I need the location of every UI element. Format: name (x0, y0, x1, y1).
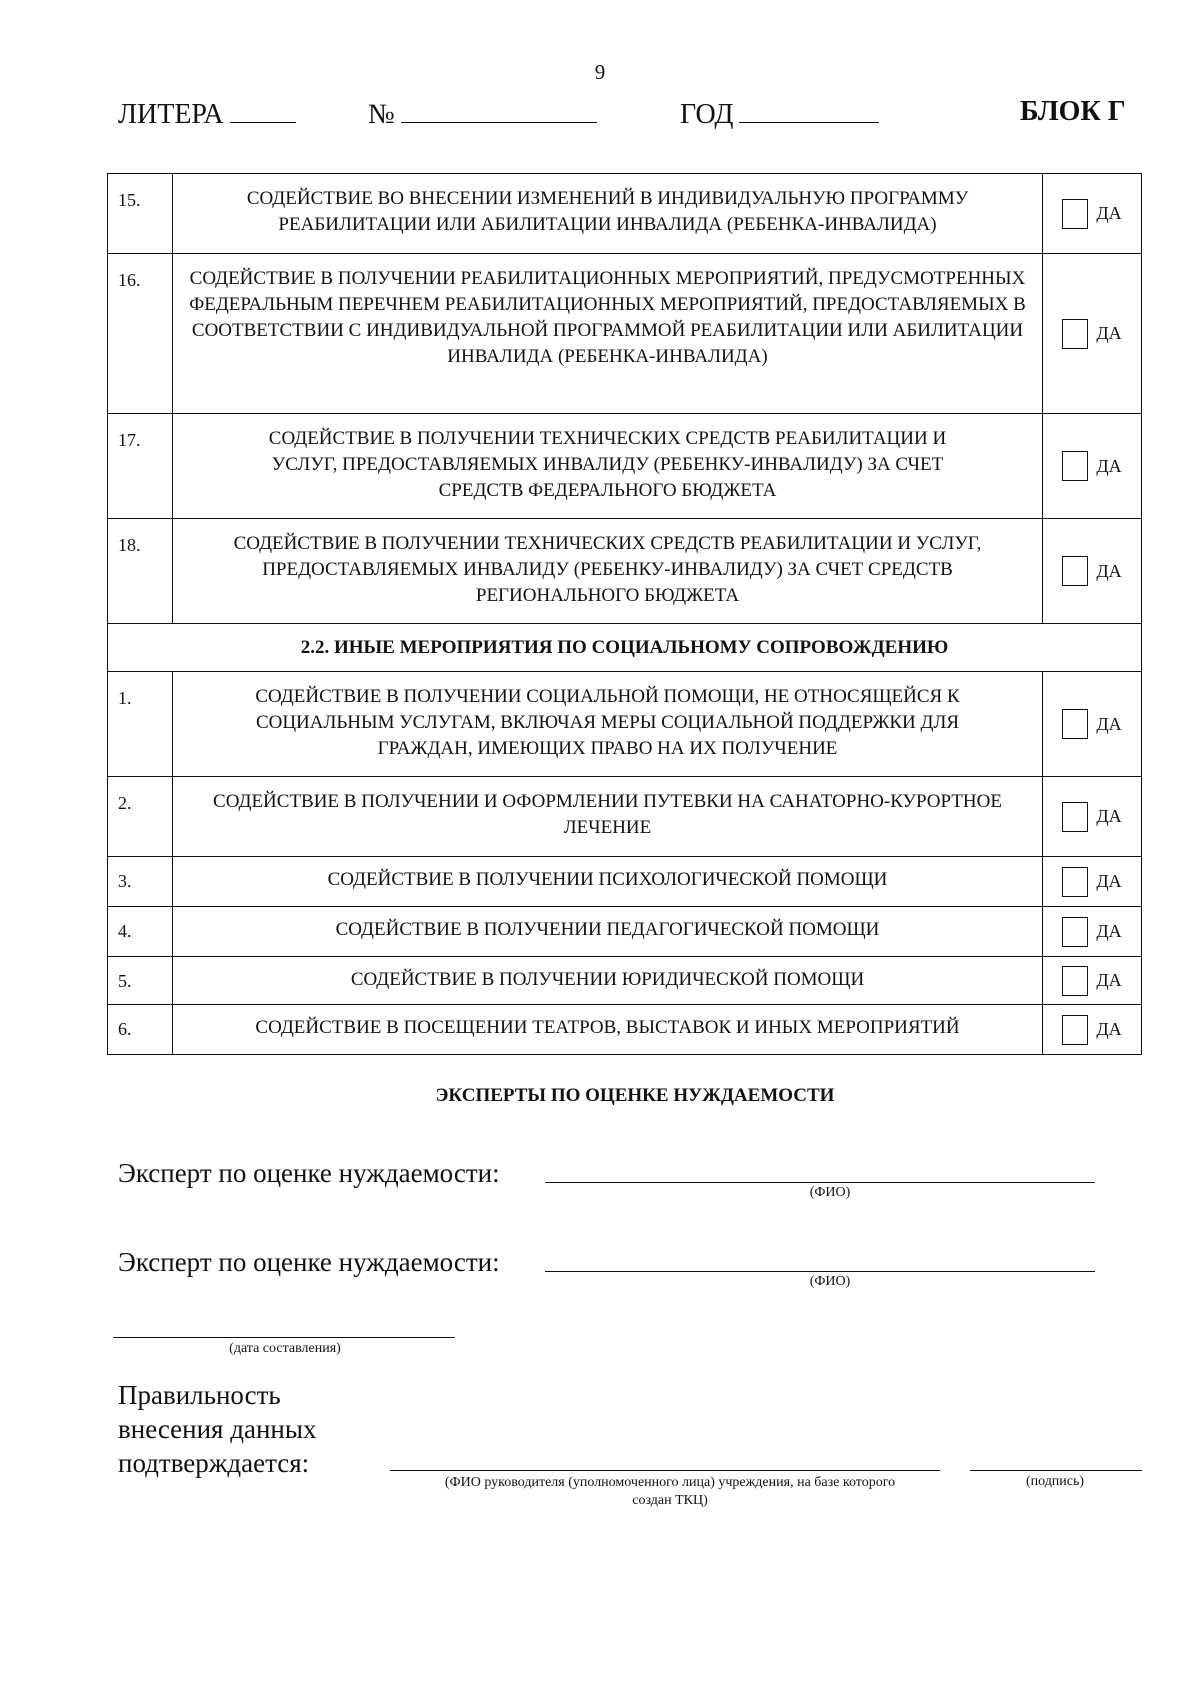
row-number: 4. (108, 907, 173, 957)
row-number: 3. (108, 857, 173, 907)
row-number: 15. (108, 174, 173, 254)
signature-line[interactable] (970, 1470, 1142, 1471)
table-row (108, 857, 1142, 907)
row-checkbox-cell (1043, 907, 1142, 957)
expert-label-2: Эксперт по оценке нуждаемости: (118, 1247, 500, 1277)
row-checkbox-cell (1043, 957, 1142, 1005)
year-input-line[interactable] (739, 96, 879, 123)
checkbox-label: ДА (1096, 713, 1122, 734)
row-text: СОДЕЙСТВИЕ ВО ВНЕСЕНИИ ИЗМЕНЕНИЙ В ИНДИВИДУАЛЬНУЮ ПРОГРАММУ РЕАБИЛИТАЦИИ ИЛИ АБИЛИТАЦИИ ИНВАЛИДА (РЕБЕНКА-ИНВАЛИДА) (173, 174, 1043, 254)
row-number: 6. (108, 1005, 173, 1055)
date-caption: (дата составления) (229, 1341, 341, 1356)
year-label: ГОД (680, 99, 734, 130)
row-text: СОДЕЙСТВИЕ В ПОЛУЧЕНИИ ПЕДАГОГИЧЕСКОЙ ПОМОЩИ (173, 907, 1043, 957)
block-label: БЛОК Г (1020, 96, 1126, 127)
row-number: 18. (108, 519, 173, 624)
row-text: СОДЕЙСТВИЕ В ПОЛУЧЕНИИ ПСИХОЛОГИЧЕСКОЙ ПОМОЩИ (173, 857, 1043, 907)
checkbox-label: ДА (1096, 871, 1122, 891)
confirmation-line-3: подтверждается: (118, 1448, 310, 1478)
table-row (108, 777, 1142, 857)
checkbox-label: ДА (1096, 921, 1122, 941)
row-number: 2. (108, 777, 173, 857)
litera-input-line[interactable] (230, 96, 296, 123)
year-field (680, 96, 879, 131)
checkbox[interactable] (1062, 917, 1088, 947)
head-fio-caption (390, 1474, 950, 1510)
row-text: СОДЕЙСТВИЕ В ПОСЕЩЕНИИ ТЕАТРОВ, ВЫСТАВОК И ИНЫХ МЕРОПРИЯТИЙ (173, 1005, 1043, 1055)
row-checkbox-cell (1043, 414, 1142, 519)
checkbox[interactable] (1062, 319, 1088, 349)
table-row (108, 957, 1142, 1005)
checkbox[interactable] (1062, 802, 1088, 832)
number-label: № (368, 99, 395, 130)
row-text: СОДЕЙСТВИЕ В ПОЛУЧЕНИИ И ОФОРМЛЕНИИ ПУТЕВКИ НА САНАТОРНО-КУРОРТНОЕ ЛЕЧЕНИЕ (173, 777, 1043, 857)
row-text: СОДЕЙСТВИЕ В ПОЛУЧЕНИИ ТЕХНИЧЕСКИХ СРЕДСТВ РЕАБИЛИТАЦИИ И УСЛУГ, ПРЕДОСТАВЛЯЕМЫХ ИНВАЛИДУ (РЕБЕНКУ-ИНВАЛИДУ) ЗА СЧЕТ СРЕДСТВ ФЕДЕРАЛЬНОГО БЮДЖЕТА (173, 414, 1043, 519)
page-number: 9 (594, 60, 606, 84)
checkbox-label: ДА (1096, 806, 1122, 826)
fio-caption-2: (ФИО) (809, 1274, 851, 1289)
head-fio-line[interactable] (390, 1470, 940, 1471)
expert-1-fio-line[interactable] (545, 1182, 1095, 1183)
row-checkbox-cell (1043, 519, 1142, 624)
checkbox-label: ДА (1096, 323, 1122, 343)
row-number: 1. (108, 672, 173, 777)
confirmation-line-1: Правильность (118, 1380, 281, 1410)
confirmation-line-2: внесения данных (118, 1414, 317, 1444)
checkbox-label: ДА (1096, 560, 1122, 581)
checkbox-label: ДА (1096, 970, 1122, 990)
table-row (108, 254, 1142, 414)
row-checkbox-cell (1043, 857, 1142, 907)
row-checkbox-cell (1043, 672, 1142, 777)
row-text: СОДЕЙСТВИЕ В ПОЛУЧЕНИИ ЮРИДИЧЕСКОЙ ПОМОЩИ (173, 957, 1043, 1005)
row-text: СОДЕЙСТВИЕ В ПОЛУЧЕНИИ РЕАБИЛИТАЦИОННЫХ МЕРОПРИЯТИЙ, ПРЕДУСМОТРЕННЫХ ФЕДЕРАЛЬНЫМ ПЕРЕЧНЕМ РЕАБИЛИТАЦИОННЫХ МЕРОПРИЯТИЙ, ПРЕДОСТАВЛЯЕМЫХ В СООТВЕТСТВИИ С ИНДИВИДУАЛЬНОЙ ПРОГРАММОЙ РЕАБИЛИТАЦИИ ИЛИ АБИЛИТАЦИИ ИНВАЛИДА (РЕБЕНКА-ИНВАЛИДА) (173, 254, 1043, 414)
confirmation-text (118, 1378, 316, 1480)
row-number: 17. (108, 414, 173, 519)
row-checkbox-cell (1043, 254, 1142, 414)
row-number: 5. (108, 957, 173, 1005)
table-row (108, 907, 1142, 957)
section-title: 2.2. ИНЫЕ МЕРОПРИЯТИЯ ПО СОЦИАЛЬНОМУ СОПРОВОЖДЕНИЮ (108, 624, 1142, 672)
number-field (368, 96, 597, 131)
head-fio-caption-line-2: создан ТКЦ) (632, 1493, 708, 1508)
checkbox[interactable] (1062, 451, 1088, 481)
checkbox-label: ДА (1096, 203, 1122, 223)
head-fio-caption-line-1: (ФИО руководителя (уполномоченного лица) учреждения, на базе которого (444, 1475, 896, 1490)
table-row (108, 1005, 1142, 1055)
checkbox[interactable] (1062, 709, 1088, 739)
table-row (108, 414, 1142, 519)
document-header (0, 96, 1200, 136)
measures-table (107, 173, 1142, 1055)
litera-label: ЛИТЕРА (118, 99, 224, 130)
date-line[interactable] (113, 1337, 455, 1338)
checkbox[interactable] (1062, 199, 1088, 229)
checkbox[interactable] (1062, 867, 1088, 897)
signature-caption: (подпись) (1025, 1474, 1085, 1489)
checkbox-label: ДА (1096, 455, 1122, 476)
table-row (108, 174, 1142, 254)
fio-caption-1: (ФИО) (809, 1185, 851, 1200)
checkbox[interactable] (1062, 556, 1088, 586)
table-row (108, 519, 1142, 624)
row-checkbox-cell (1043, 1005, 1142, 1055)
expert-2-fio-line[interactable] (545, 1271, 1095, 1272)
checkbox[interactable] (1062, 1015, 1088, 1045)
checkbox[interactable] (1062, 966, 1088, 996)
section-row (108, 624, 1142, 672)
litera-field (118, 96, 296, 131)
row-text: СОДЕЙСТВИЕ В ПОЛУЧЕНИИ СОЦИАЛЬНОЙ ПОМОЩИ, НЕ ОТНОСЯЩЕЙСЯ К СОЦИАЛЬНЫМ УСЛУГАМ, ВКЛЮЧАЯ МЕРЫ СОЦИАЛЬНОЙ ПОДДЕРЖКИ ДЛЯ ГРАЖДАН, ИМЕЮЩИХ ПРАВО НА ИХ ПОЛУЧЕНИЕ (173, 672, 1043, 777)
experts-title: ЭКСПЕРТЫ ПО ОЦЕНКЕ НУЖДАЕМОСТИ (435, 1085, 835, 1106)
row-number: 16. (108, 254, 173, 414)
expert-label-1: Эксперт по оценке нуждаемости: (118, 1158, 500, 1188)
row-checkbox-cell (1043, 777, 1142, 857)
checkbox-label: ДА (1096, 1019, 1122, 1039)
row-checkbox-cell (1043, 174, 1142, 254)
row-text: СОДЕЙСТВИЕ В ПОЛУЧЕНИИ ТЕХНИЧЕСКИХ СРЕДСТВ РЕАБИЛИТАЦИИ И УСЛУГ, ПРЕДОСТАВЛЯЕМЫХ ИНВАЛИДУ (РЕБЕНКУ-ИНВАЛИДУ) ЗА СЧЕТ СРЕДСТВ РЕГИОНАЛЬНОГО БЮДЖЕТА (173, 519, 1043, 624)
number-input-line[interactable] (401, 96, 597, 123)
table-row (108, 672, 1142, 777)
